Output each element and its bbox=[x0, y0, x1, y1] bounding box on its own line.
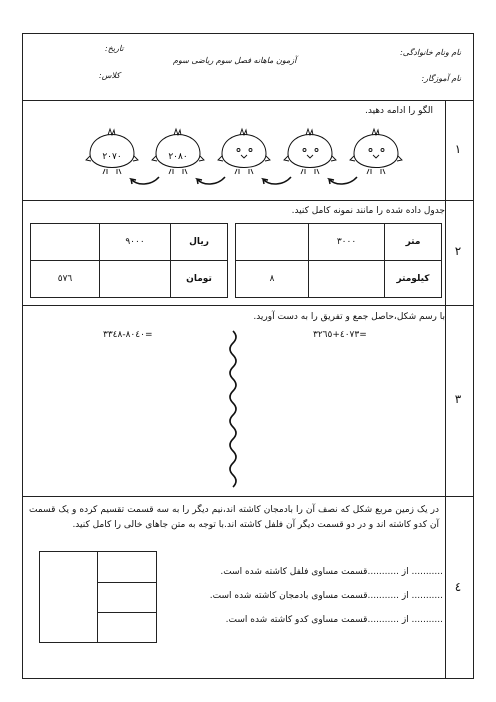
table-cell: ٣٠٠٠ bbox=[309, 224, 385, 261]
fill-line-pumpkin: ........... از ...........قسمت مساوی کدو کاشته شده است. bbox=[225, 615, 443, 625]
fill-line-eggplant: ........... از ...........قسمت مساوی بادمجان کاشته شده است. bbox=[209, 591, 443, 601]
table-cell: ٨ bbox=[236, 261, 309, 298]
fill-line-pepper: ........... از ...........قسمت مساوی فلفل کاشته شده است. bbox=[220, 567, 443, 577]
question-number: ٣ bbox=[454, 392, 462, 406]
worksheet bbox=[22, 33, 474, 679]
class-label: کلاس: bbox=[99, 71, 121, 80]
table-cell: متر bbox=[385, 224, 442, 261]
date-label: تاریخ: bbox=[105, 44, 124, 53]
wavy-divider bbox=[23, 34, 443, 494]
teacher-name-label: نام آموزگار: bbox=[421, 74, 461, 83]
question-prompt: الگو را ادامه دهید. bbox=[364, 106, 433, 116]
section-divider bbox=[23, 496, 473, 497]
addition-expression: ٤٠٧٣+٣٢٦٥= bbox=[313, 330, 367, 340]
table-cell: ٩٠٠٠ bbox=[100, 224, 171, 261]
garden-third-divider bbox=[97, 612, 156, 613]
table-cell: تومان bbox=[171, 261, 228, 298]
question-number: ٢ bbox=[454, 244, 462, 258]
question-prompt: با رسم شکل،حاصل جمع و تفریق را به دست آورید. bbox=[253, 312, 445, 322]
question-paragraph: در یک زمین مربع شکل که نصف آن را بادمجان کاشته اند،نیم دیگر را به سه قسمت تقسیم کرده و یک قسمت آن کدو کاشته اند و در دو قسمت دیگر آن فلفل کاشته اند.با توجه به متن جاهای خالی را کامل کنید. bbox=[29, 505, 439, 530]
question-number: ١ bbox=[454, 142, 462, 156]
table-cell: ٥٧٦ bbox=[31, 261, 100, 298]
question-number: ٤ bbox=[454, 580, 462, 594]
table-cell: کیلومتر bbox=[385, 261, 442, 298]
garden-half-divider bbox=[97, 552, 98, 642]
subtraction-expression: ٨٠٤٠-٣٣٤٨= bbox=[103, 330, 153, 340]
chick-number-label: ٢٠٧٠ bbox=[102, 152, 122, 162]
student-name-label: نام ونام خانوادگی: bbox=[400, 48, 461, 57]
table-cell: ریال bbox=[171, 224, 228, 261]
chick-number-label: ٢٠٨٠ bbox=[168, 152, 188, 162]
garden-third-divider bbox=[97, 582, 156, 583]
worksheet-title: آزمون ماهانه فصل سوم ریاضی سوم bbox=[173, 56, 297, 65]
square-garden-figure bbox=[39, 551, 157, 643]
question-prompt: جدول داده شده را مانند نمونه کامل کنید. bbox=[291, 206, 445, 216]
